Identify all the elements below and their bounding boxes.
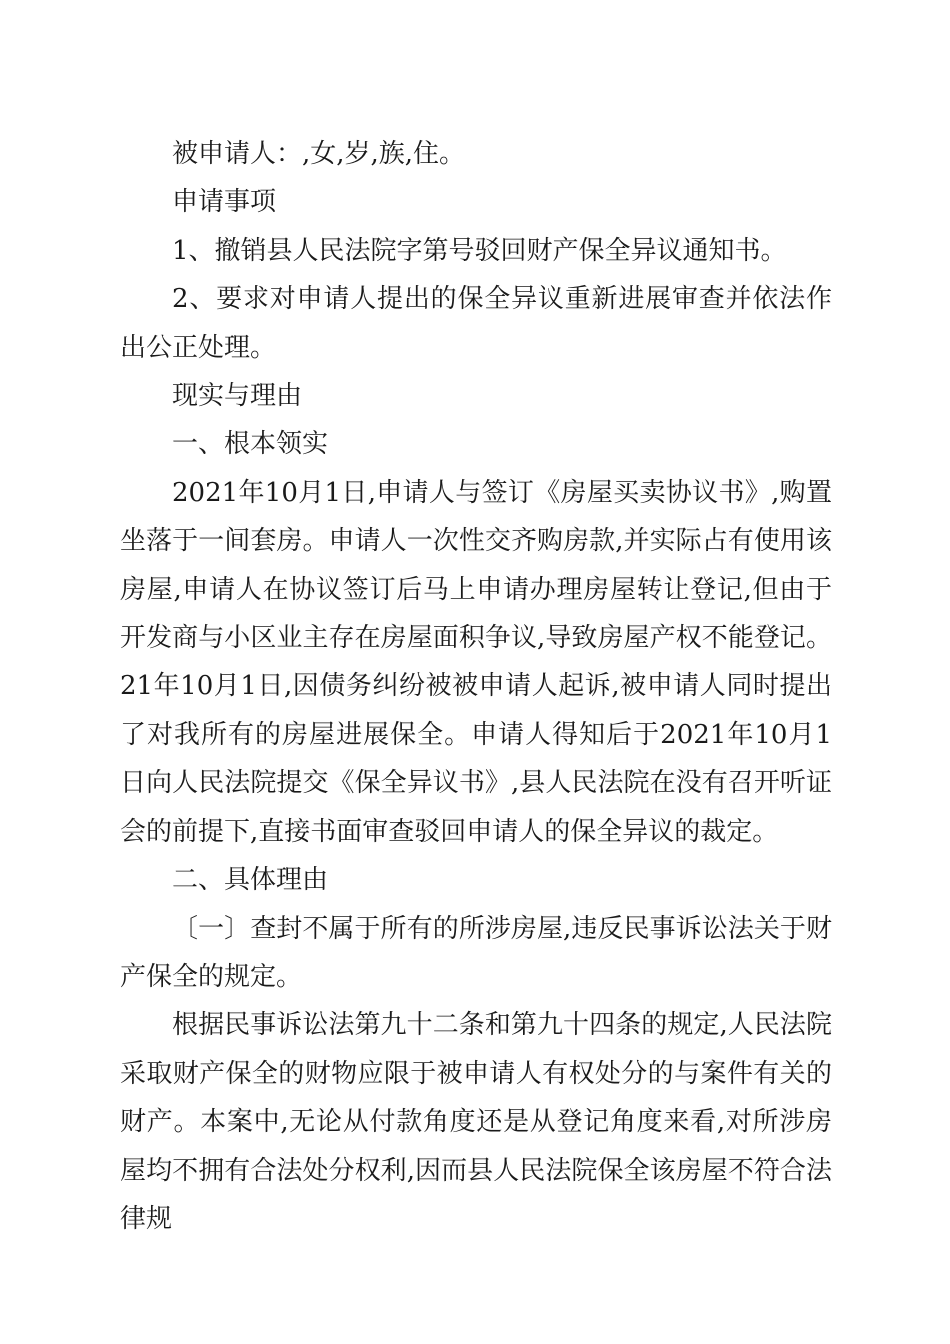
section-heading-application-items: 申请事项 [172, 187, 277, 218]
reason-1-paragraph: 根据民事诉讼法第九十二条和第九十四条的规定,人民法院采取财产保全的财物应限于被申请人有权处分的与案件有关的财产。本案中,无论从付款角度还是从登记角度来看,对所涉房屋均不拥有合法处分权利,因而县人民法院保全该房屋不符合法律规 [120, 1010, 832, 1234]
facts-paragraph: 2021年10月1日,申请人与签订《房屋买卖协议书》,购置坐落于一间套房。申请人一次性交齐购房款,并实际占有使用该房屋,申请人在协议签订后马上申请办理房屋转让登记,但由于开发商与小区业主存在房屋面积争议,导致房屋产权不能登记。21年10月1日,因债务纠纷被被申请人起诉,被申请人同时提出了对我所有的房屋进展保全。申请人得知后于2021年10月1日向人民法院提交《保全异议书》,县人民法院在没有召开听证会的前提下,直接书面审查驳回申请人的保全异议的裁定。 [120, 477, 832, 847]
application-item-1: 1、撤销县人民法院字第号驳回财产保全异议通知书。 [172, 235, 787, 266]
subheading-basic-facts: 一、根本领实 [172, 429, 329, 460]
application-item-2: 2、要求对申请人提出的保全异议重新进展审查并依法作出公正处理。 [120, 284, 832, 363]
section-heading-facts-and-reasons: 现实与理由 [172, 381, 303, 412]
document-page [120, 130, 832, 1243]
subheading-specific-reasons: 二、具体理由 [172, 865, 329, 896]
respondent-line: 被申请人：,女,岁,族,住。 [172, 139, 466, 169]
reason-1-heading: 〔一〕查封不属于所有的所涉房屋,违反民事诉讼法关于财产保全的规定。 [120, 913, 832, 992]
